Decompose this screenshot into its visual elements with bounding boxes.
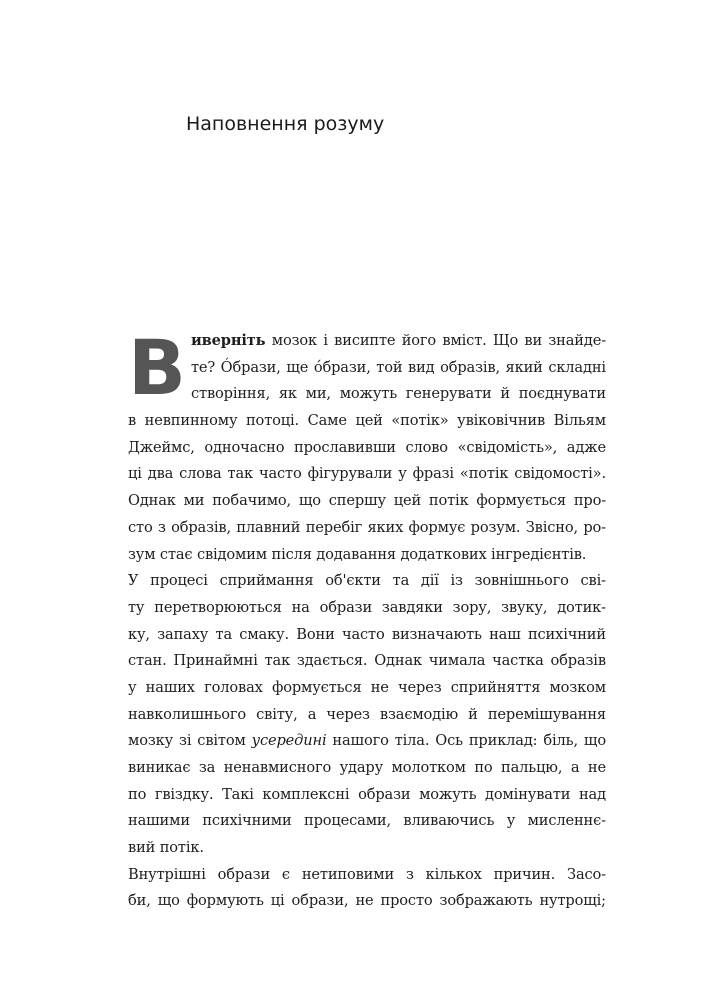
drop-cap: В <box>128 323 186 412</box>
paragraph-2 <box>128 568 606 862</box>
text-line: ку, запаху та смаку. Вони часто визначають наш психічний <box>128 625 606 643</box>
body-text <box>128 323 606 915</box>
text-line: ту перетворюються на образи завдяки зору, звуку, дотик- <box>128 598 606 616</box>
text-line: Однак ми побачимо, що спершу цей потік формується про- <box>128 492 606 510</box>
text-line: сто з образів, плавний перебіг яких формує розум. Звісно, ро- <box>128 518 606 536</box>
lead-in-word: иверніть <box>191 332 266 349</box>
chapter-title: Наповнення розуму <box>186 113 385 135</box>
text-line: вий потік. <box>128 839 204 857</box>
text-line: нашими психічними процесами, вливаючись у мисленнє- <box>128 812 606 830</box>
text-line: у наших головах формується не через сприйняття мозком <box>128 678 606 696</box>
text-line: по гвіздку. Такі комплексні образи можуть домінувати над <box>128 785 606 803</box>
text-line: створіння, як ми, можуть генерувати й поєднувати <box>191 385 606 403</box>
text-line: Внутрішні образи є нетиповими з кількох причин. Засо- <box>128 865 606 883</box>
text-line: в невпинному потоці. Саме цей «потік» увіковічнив Вільям <box>128 412 606 430</box>
text-line: Джеймс, одночасно прославивши слово «свідомість», адже <box>128 438 606 456</box>
text-line: зум стає свідомим після додавання додаткових інгредієнтів. <box>128 545 587 563</box>
text-line: виникає за ненавмисного удару молотком по пальцю, а не <box>128 759 606 776</box>
text-line: мозку зі світом усередині нашого тіла. Ось приклад: біль, що <box>128 732 606 750</box>
paragraph-3 <box>128 862 606 915</box>
text-line: ці два слова так часто фігурували у фразі «потік свідомості». <box>128 465 606 483</box>
text-line: У процесі сприймання об'єкти та дії із зовнішнього сві- <box>128 572 606 590</box>
text-line: иверніть мозок і висипте його вміст. Що ви знайде- <box>128 328 606 355</box>
text-line: стан. Принаймні так здається. Однак чимала частка образів <box>128 652 606 670</box>
paragraph-1 <box>128 323 606 568</box>
text-line: би, що формують ці образи, не просто зображають нутрощі; <box>128 892 606 910</box>
text-line: те? Óбрази, ще óбрази, той вид образів, який складні <box>191 358 606 376</box>
text-line: навколишнього світу, а через взаємодію й перемішування <box>128 705 606 723</box>
